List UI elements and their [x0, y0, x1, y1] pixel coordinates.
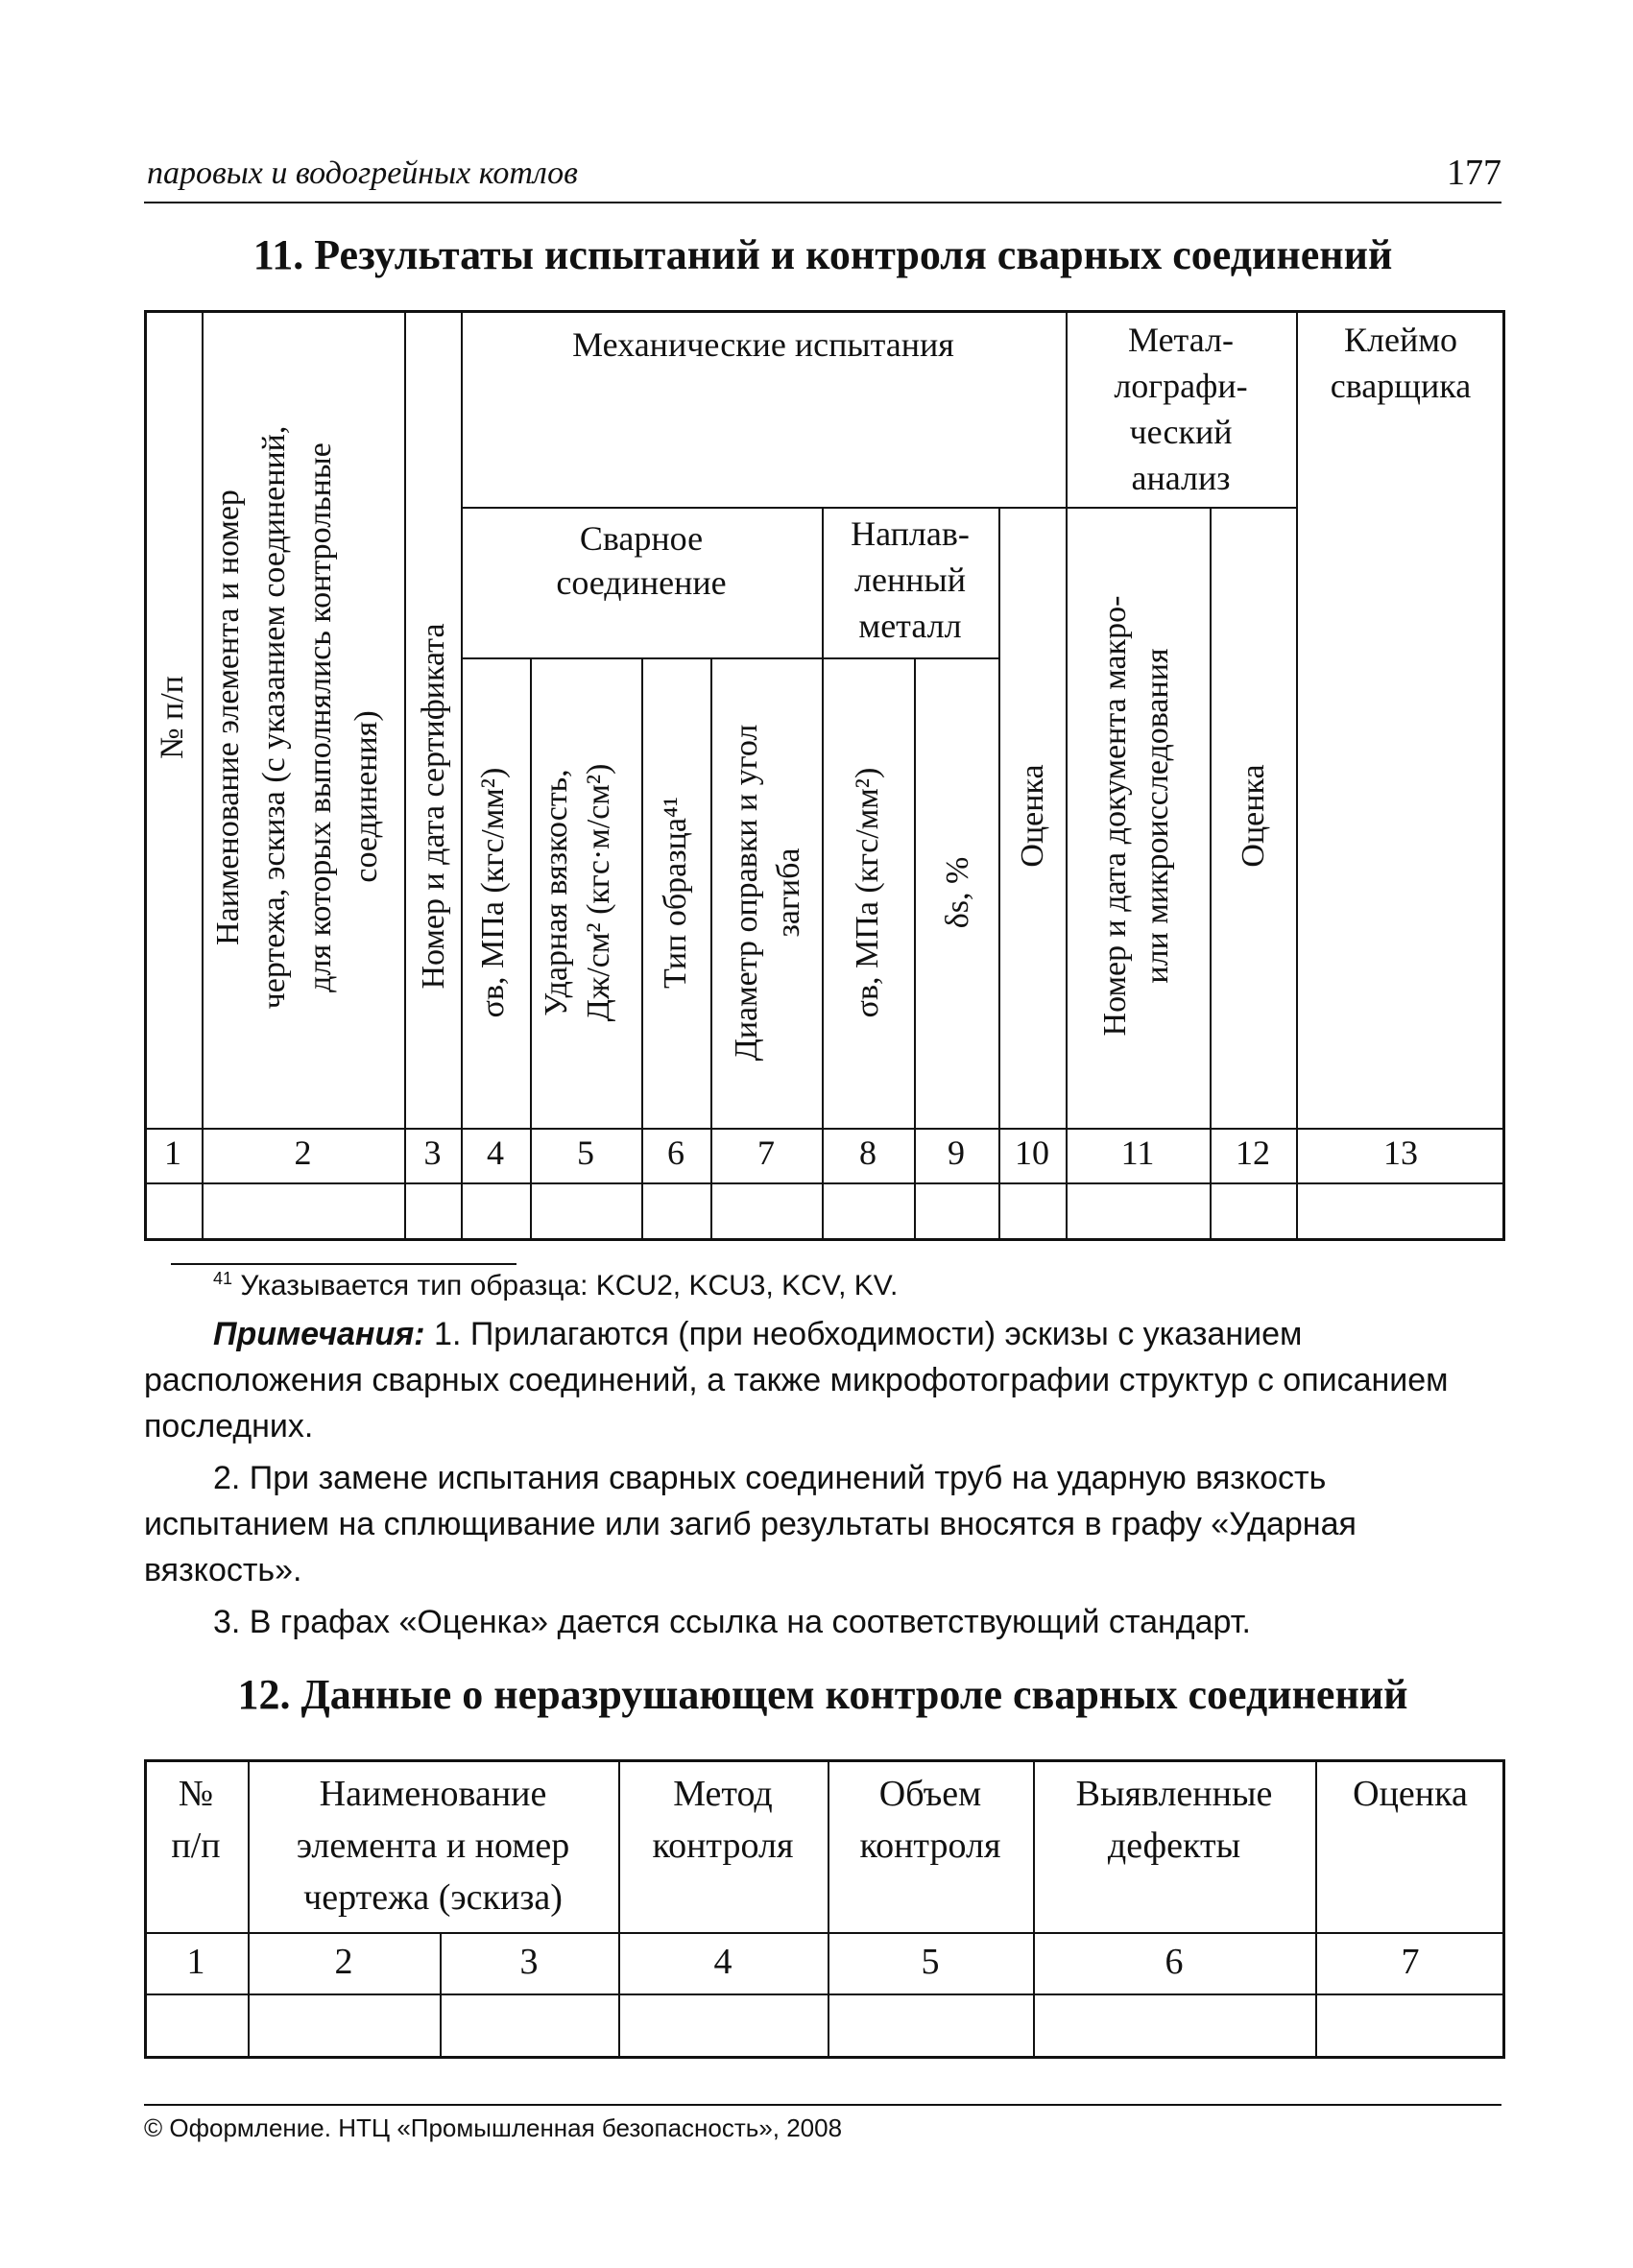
note-3: [144, 1599, 1501, 1645]
section-11-title: 11. Результаты испытаний и контроля сварных соединений: [252, 231, 1393, 278]
header-specimen-type: Тип образца⁴¹: [658, 797, 693, 989]
t12-header-no-line1: №: [178, 1774, 214, 1814]
col-number: 10: [1015, 1134, 1049, 1172]
col-number: 13: [1383, 1134, 1418, 1172]
header-metallography-line3: ческий: [1129, 413, 1233, 451]
t12-header-evaluation: Оценка: [1353, 1774, 1468, 1814]
col-number: 4: [487, 1134, 504, 1172]
footnote-text: Указывается тип образца: KCU2, KCU3, KCV, KV.: [240, 1270, 899, 1301]
header-mechanical-tests: Механические испытания: [572, 325, 954, 364]
t12-col-number: 2: [334, 1942, 353, 1982]
running-title: паровых и водогрейных котлов: [147, 155, 578, 191]
header-deposit-line1: Наплав-: [851, 514, 970, 553]
header-mandrel-line2: загиба: [771, 848, 806, 938]
t12-header-volume-line1: Объем: [878, 1774, 982, 1814]
footnote-mark: 41: [213, 1269, 233, 1288]
table-11-hline: [144, 1128, 1505, 1130]
header-tensile-strength-weld: σв, МПа (кгс/мм²): [475, 767, 511, 1018]
t12-header-defects-line2: дефекты: [1107, 1826, 1241, 1866]
header-impact-line1: Ударная вязкость,: [539, 769, 574, 1016]
table-11-vline: [1210, 507, 1212, 1241]
header-stamp-line1: Клеймо: [1343, 321, 1457, 359]
t12-header-no-line2: п/п: [171, 1826, 221, 1866]
t12-header-name-line1: Наименование: [319, 1774, 547, 1814]
header-name-line1: Наименование элемента и номер: [210, 489, 246, 945]
header-document-line2: или микроисследования: [1140, 648, 1175, 984]
t12-col-number: 5: [921, 1942, 940, 1982]
header-weld-line2: соединение: [556, 563, 727, 602]
col-number: 1: [164, 1134, 181, 1172]
t12-header-method-line1: Метод: [673, 1774, 773, 1814]
col-number: 3: [423, 1134, 442, 1172]
header-impact-line2: Дж/см² (кгс·м/см²): [581, 763, 616, 1022]
header-tensile-strength-deposit: σв, МПа (кгс/мм²): [850, 767, 885, 1018]
col-number: 9: [948, 1134, 965, 1172]
col-number: 12: [1236, 1134, 1270, 1172]
col-number: 7: [757, 1134, 775, 1172]
t12-header-volume-line2: контроля: [859, 1826, 1001, 1866]
table-12-hline: [144, 1993, 1505, 1995]
t12-header-name-line3: чертежа (эскиза): [303, 1877, 563, 1918]
t12-col-number: 3: [519, 1942, 539, 1982]
notes: [144, 1311, 1501, 1645]
header-deposit-line3: металл: [858, 607, 962, 645]
note-1-text: 1. Прилагаются (при необходимости) эскизы с указанием расположения сварных соединений, а также микрофотографии структур с описанием последних.: [144, 1316, 1449, 1444]
note-2: [144, 1455, 1501, 1593]
header-metallography-line1: Метал-: [1128, 321, 1234, 359]
footer-rule: [144, 2104, 1501, 2106]
table-11-vline: [404, 310, 406, 1241]
table-11-vline: [461, 310, 463, 1241]
note-1: [144, 1311, 1501, 1449]
table-11-vline: [202, 310, 204, 1241]
header-name-line4: соединения): [348, 710, 384, 883]
header-metallography-line4: анализ: [1131, 459, 1231, 497]
t12-col-number: 1: [186, 1942, 205, 1982]
t12-header-defects-line1: Выявленные: [1075, 1774, 1273, 1814]
header-document-line1: Номер и дата документа макро-: [1097, 595, 1133, 1037]
header-stamp-line2: сварщика: [1330, 367, 1472, 405]
header-name-line3: для которых выполнялись контрольные: [302, 442, 338, 992]
section-12-title: 12. Данные о неразрушающем контроле сварных соединений: [237, 1671, 1408, 1718]
header-metallography-line2: лографи-: [1114, 367, 1248, 405]
note-2-text: 2. При замене испытания сварных соединений труб на ударную вязкость испытанием на сплющивание или загиб результаты вносятся в графу «Ударная вязкость».: [144, 1460, 1357, 1588]
table-11-vline: [1296, 310, 1298, 1241]
footnote: [213, 1269, 898, 1302]
t12-header-method-line2: контроля: [652, 1826, 794, 1866]
table-11-hline: [461, 657, 998, 659]
t12-col-number: 7: [1401, 1942, 1420, 1982]
header-evaluation-metal: Оценка: [1236, 764, 1271, 868]
header-mandrel-line1: Диаметр оправки и угол: [729, 724, 764, 1062]
table-12-hline: [144, 1932, 1505, 1934]
t12-col-number: 6: [1165, 1942, 1184, 1982]
note-3-text: 3. В графах «Оценка» дается ссылка на соответствующий стандарт.: [213, 1604, 1251, 1640]
table-11-vline: [998, 507, 1000, 1241]
header-deposit-line2: ленный: [854, 561, 966, 599]
t12-col-number: 4: [713, 1942, 732, 1982]
col-number: 5: [577, 1134, 594, 1172]
header-rule: [144, 202, 1501, 203]
table-11-hline: [144, 1182, 1505, 1184]
header-elongation: δs, %: [940, 856, 975, 929]
header-weld-line1: Сварное: [579, 519, 704, 558]
header-evaluation-mech: Оценка: [1015, 764, 1050, 868]
notes-label: Примечания:: [213, 1316, 425, 1352]
header-name-line2: чертежа, эскиза (с указанием соединений,: [256, 425, 292, 1010]
page-number: 177: [1447, 153, 1501, 193]
col-number: 2: [294, 1134, 312, 1172]
header-certificate: Номер и дата сертификата: [416, 623, 451, 990]
copyright: © Оформление. НТЦ «Промышленная безопасность», 2008: [144, 2113, 843, 2142]
col-number: 8: [859, 1134, 877, 1172]
header-row-number: № п/п: [155, 676, 190, 759]
footnote-rule: [171, 1263, 516, 1265]
t12-header-name-line2: элемента и номер: [296, 1826, 570, 1866]
col-number: 6: [667, 1134, 684, 1172]
col-number: 11: [1120, 1134, 1155, 1172]
